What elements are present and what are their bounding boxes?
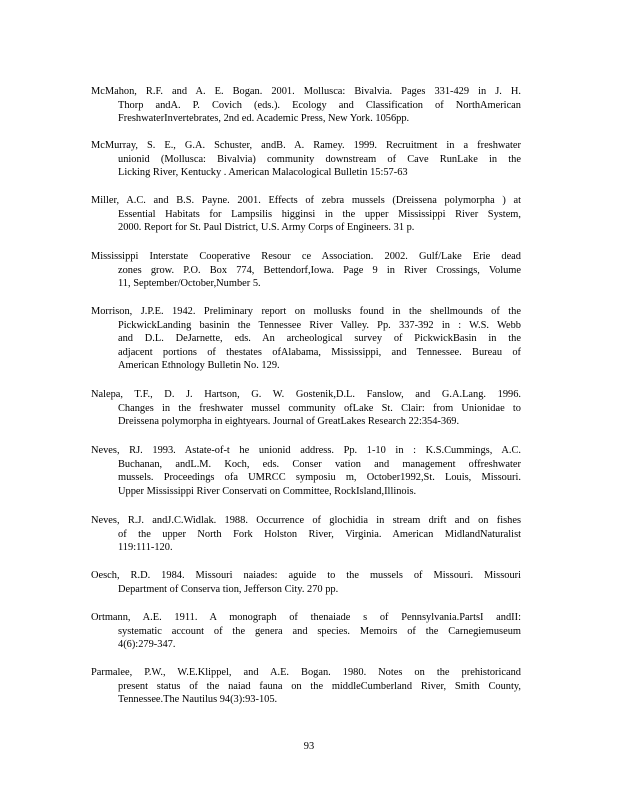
reference-line: Thorp andA. P. Covich (eds.). Ecology and Classification of NorthAmerican [118,99,521,111]
reference-line: present status of the naiad fauna on the middleCumberland River, Smith County, [118,680,521,692]
reference-entry-oesch [91,569,521,596]
reference-line: McMurray, S. E., G.A. Schuster, andB. A. Ramey. 1999. Recruitment in a freshwater [91,140,521,151]
reference-line: systematic account of the genera and species. Memoirs of the Carnegiemuseum [118,625,521,637]
reference-line: mussels. Proceedings ofa UMRCC symposiu m, October1992,St. Louis, Missouri. [118,472,521,484]
reference-line: 11, September/October,Number 5. [118,278,261,290]
reference-line: of the upper North Fork Holston River, Virginia. American MidlandNaturalist [118,528,521,540]
reference-line: unionid (Mollusca: Bivalvia) community downstream of Cave RunLake in the [118,153,521,165]
reference-line: adjacent portions of thestates ofAlabama, Mississippi, and Tennessee. Bureau of [118,346,521,358]
reference-line: Oesch, R.D. 1984. Missouri naiades: aguide to the mussels of Missouri. Missouri [91,570,521,581]
reference-entry-neves-1988 [91,514,521,555]
reference-entry-neves-1993 [91,444,521,498]
reference-line: Tennessee.The Nautilus 94(3):93-105. [118,694,278,706]
reference-entry-miller [91,194,521,235]
page-number: 93 [303,741,315,752]
reference-line: Essential Habitats for Lampsilis higginsi in the upper Mississippi River System, [118,208,521,220]
reference-line: zones grow. P.O. Box 774, Bettendorf,Iowa. Page 9 in River Crossings, Volume [118,264,521,276]
reference-line: Mississippi Interstate Cooperative Resour ce Association. 2002. Gulf/Lake Erie dead [91,251,521,262]
reference-entry-mississippi [91,250,521,291]
reference-entry-parmalee [91,666,521,707]
reference-line: Licking River, Kentucky . American Malacological Bulletin 15:57-63 [118,167,408,179]
reference-line: American Ethnology Bulletin No. 129. [118,360,280,372]
reference-entry-ortmann [91,611,521,652]
reference-line: and D.L. DeJarnette, eds. An archeological survey of PickwickBasin in the [118,333,521,345]
reference-line: Department of Conserva tion, Jefferson City. 270 pp. [118,583,339,595]
reference-entry-mcmurray [91,139,521,180]
reference-line: 4(6):279-347. [118,639,176,651]
reference-line: Buchanan, andL.M. Koch, eds. Conser vation and management offreshwater [118,458,521,470]
reference-line: Upper Mississippi River Conservati on Committee, RockIsland,Illinois. [118,485,417,497]
reference-line: Dreissena polymorpha in eightyears. Journal of GreatLakes Research 22:354-369. [118,416,460,428]
reference-line: Miller, A.C. and B.S. Payne. 2001. Effects of zebra mussels (Dreissena polymorpha ) at [91,195,521,206]
reference-line: Neves, RJ. 1993. Astate-of-t he unionid address. Pp. 1-10 in : K.S.Cummings, A.C. [91,445,521,456]
reference-line: 2000. Report for St. Paul District, U.S. Army Corps of Engineers. 31 p. [118,222,415,234]
reference-line: McMahon, R.F. and A. E. Bogan. 2001. Mollusca: Bivalvia. Pages 331-429 in J. H. [91,86,521,97]
reference-line: 119:111-120. [118,542,173,554]
reference-line: Changes in the freshwater mussel community ofLake St. Clair: from Unionidae to [118,402,521,414]
reference-line: Ortmann, A.E. 1911. A monograph of thenaiade s of Pennsylvania.PartsI andII: [91,612,521,623]
reference-line: Neves, R.J. andJ.C.Widlak. 1988. Occurrence of glochidia in stream drift and on fishes [91,515,521,526]
reference-line: Parmalee, P.W., W.E.Klippel, and A.E. Bogan. 1980. Notes on the prehistoricand [91,667,521,678]
reference-line: Nalepa, T.F., D. J. Hartson, G. W. Gostenik,D.L. Fanslow, and G.A.Lang. 1996. [91,389,521,400]
reference-entry-nalepa [91,388,521,429]
reference-line: Morrison, J.P.E. 1942. Preliminary report on mollusks found in the shellmounds of the [91,306,521,317]
reference-line: FreshwaterInvertebrates, 2nd ed. Academic Press, New York. 1056pp. [118,113,410,125]
reference-entry-morrison [91,305,521,373]
reference-entry-mcmahon [91,85,521,126]
reference-line: PickwickLanding basinin the Tennessee River Valley. Pp. 337-392 in : W.S. Webb [118,319,521,331]
